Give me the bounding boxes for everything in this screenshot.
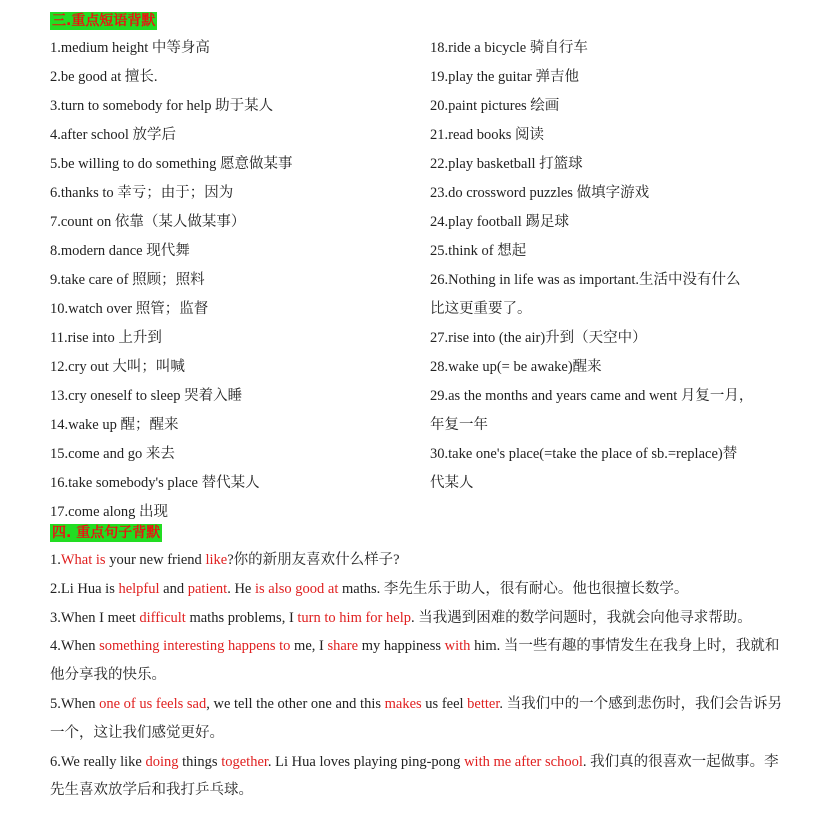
phrase-item: 6.thanks to 幸亏；由于；因为: [50, 185, 234, 201]
sentence-text: things: [178, 753, 222, 770]
phrase-item: 9.take care of 照顾；照料: [50, 272, 205, 288]
sentence-text: . Li Hua loves playing ping-pong: [267, 753, 465, 770]
sentence-text: ?你的新朋友喜欢什么样子?: [227, 552, 400, 568]
key-phrase: doing: [145, 753, 179, 770]
phrase-item: 26.Nothing in life was as important.生活中没有什么: [430, 272, 741, 288]
key-phrase: better: [467, 695, 500, 712]
key-phrase: with: [444, 638, 471, 655]
sentence-text: , we tell the other one and this: [206, 695, 385, 712]
phrase-item: 3.turn to somebody for help 助于某人: [50, 98, 274, 114]
phrase-item: 22.play basketball 打篮球: [430, 156, 583, 172]
key-phrase: something interesting happens to: [99, 638, 291, 655]
sentence-item: [50, 748, 790, 806]
key-phrase: patient: [187, 580, 228, 597]
phrase-item: 年复一年: [430, 417, 488, 433]
phrase-item: 17.come along 出现: [50, 504, 168, 520]
phrase-item: 25.think of 想起: [430, 243, 527, 259]
phrase-item: 23.do crossword puzzles 做填字游戏: [430, 185, 650, 201]
phrase-item: 19.play the guitar 弹吉他: [430, 69, 579, 85]
key-phrase: with me after school: [464, 753, 583, 770]
sentence-text: . 当我遇到困难的数学问题时，我就会向他寻求帮助。: [410, 609, 752, 626]
sentence-text: 6.We really like: [50, 753, 146, 770]
phrase-item: 4.after school 放学后: [50, 127, 177, 143]
phrase-item: 29.as the months and years came and went 月复一月，: [430, 388, 754, 404]
sentence-text: your new friend: [105, 552, 206, 568]
sentence-text: . He: [227, 580, 255, 597]
phrase-item: 代某人: [430, 475, 474, 491]
key-phrase: turn to him for help: [297, 609, 411, 626]
phrase-item: 16.take somebody's place 替代某人: [50, 475, 260, 491]
sentence-text: 4.When: [50, 638, 100, 655]
phrase-item: 10.watch over 照管；监督: [50, 301, 209, 317]
phrase-item: 1.medium height 中等身高: [50, 40, 210, 56]
sentence-item: [50, 690, 790, 748]
phrase-item: 7.count on 依靠（某人做某事）: [50, 214, 246, 230]
sentence-text: maths problems, I: [185, 609, 298, 626]
key-phrase: is also good at: [255, 580, 339, 597]
phrase-item: 2.be good at 擅长.: [50, 69, 158, 85]
key-phrase: difficult: [139, 609, 186, 626]
sentence-text: 1.: [50, 552, 61, 568]
phrase-item: 28.wake up(= be awake)醒来: [430, 359, 602, 375]
phrase-item: 比这更重要了。: [430, 301, 532, 317]
phrase-item: 5.be willing to do something 愿意做某事: [50, 156, 293, 172]
phrase-list-right: [430, 34, 790, 498]
phrase-item: 18.ride a bicycle 骑自行车: [430, 40, 588, 56]
phrase-item: 13.cry oneself to sleep 哭着入睡: [50, 388, 243, 404]
sentence-item: [50, 632, 790, 690]
phrase-item: 27.rise into (the air)升到（天空中）: [430, 330, 647, 346]
key-phrase: one of us feels sad: [99, 695, 207, 712]
phrase-item: 12.cry out 大叫；叫喊: [50, 359, 185, 375]
sentence-text: him. 当一些有趣的事情发生在我身上时，我就和他分享我的快乐。: [50, 638, 780, 684]
key-phrase: share: [327, 638, 359, 655]
key-phrase: together: [221, 753, 268, 770]
key-phrase: makes: [384, 695, 422, 712]
sentence-text: my happiness: [358, 638, 445, 655]
phrase-item: 30.take one's place(=take the place of sb.=replace)替: [430, 446, 738, 462]
sentence-text: maths. 李先生乐于助人，很有耐心。他也很擅长数学。: [338, 580, 689, 597]
phrase-item: 14.wake up 醒；醒来: [50, 417, 179, 433]
phrase-item: 8.modern dance 现代舞: [50, 243, 190, 259]
section-3-heading: 三.重点短语背默: [52, 13, 156, 29]
sentence-text: 3.When I meet: [50, 609, 140, 626]
phrase-item: 20.paint pictures 绘画: [430, 98, 560, 114]
phrase-item: 15.come and go 来去: [50, 446, 175, 462]
phrase-item: 21.read books 阅读: [430, 127, 544, 143]
sentence-text: and: [159, 580, 188, 597]
sentence-list: [50, 546, 790, 805]
section-4-heading: 四. 重点句子背默: [52, 525, 161, 541]
sentence-text: . 我们真的很喜欢一起做事。李先生喜欢放学后和我打乒乓球。: [50, 753, 779, 799]
key-phrase: like: [205, 552, 228, 568]
sentence-text: 2.Li Hua is: [50, 580, 119, 597]
sentence-text: . 当我们中的一个感到悲伤时，我们会告诉另一个，这让我们感觉更好。: [50, 695, 783, 741]
sentence-text: me, I: [290, 638, 328, 655]
sentence-item: [50, 546, 790, 575]
phrase-list-left: [50, 34, 420, 527]
key-phrase: helpful: [118, 580, 160, 597]
sentence-text: us feel: [421, 695, 468, 712]
sentence-item: [50, 604, 790, 633]
phrase-item: 24.play football 踢足球: [430, 214, 569, 230]
sentence-item: [50, 575, 790, 604]
sentence-text: 5.When: [50, 695, 100, 712]
phrase-item: 11.rise into 上升到: [50, 330, 162, 346]
key-phrase: What is: [60, 552, 106, 568]
